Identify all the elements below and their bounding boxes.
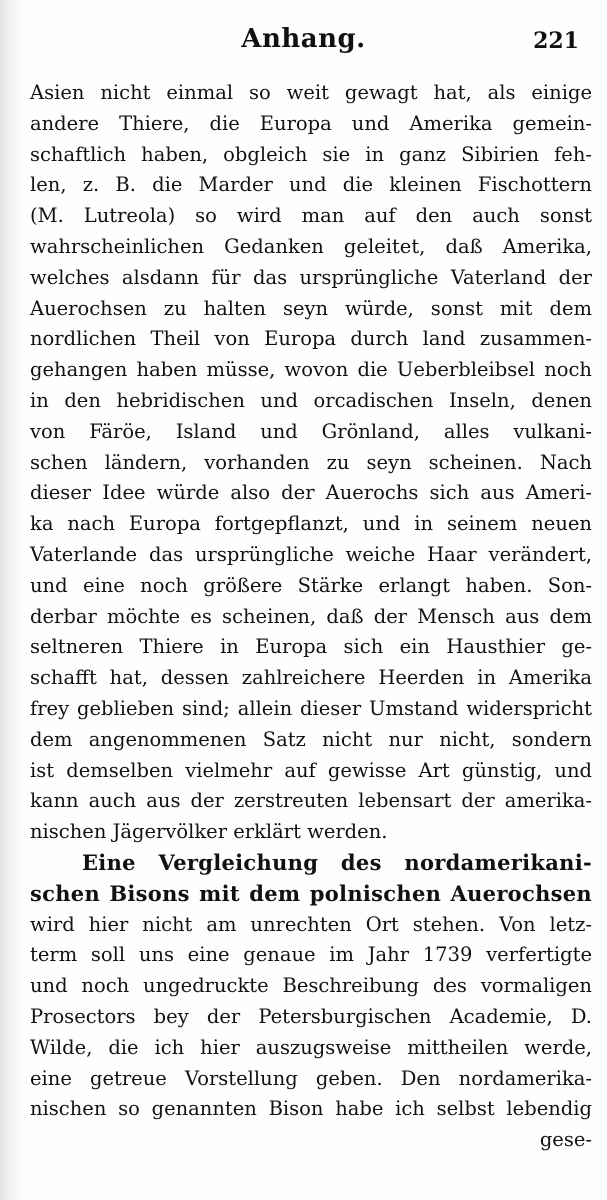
text-line-20: schafft hat, dessen zahlreichere Heerden in Amerika xyxy=(30,666,592,690)
text-line-21: frey geblieben sind; allein dieser Umstand widerspricht xyxy=(30,696,592,720)
body-text xyxy=(30,78,592,1156)
catchword: gese- xyxy=(539,1128,592,1152)
text-line-23: ist demselben vielmehr auf gewisse Art günstig, und xyxy=(30,758,592,782)
text-line-31: Prosectors bey der Petersburgischen Academie, D. xyxy=(30,1004,592,1028)
text-line-11: in den hebridischen und orcadischen Inseln, denen xyxy=(30,388,592,412)
text-line-17: und eine noch größere Stärke erlangt haben. Son- xyxy=(30,573,592,597)
page-header xyxy=(0,24,607,60)
text-line-8: Auerochsen zu halten seyn würde, sonst mit dem xyxy=(30,296,592,320)
text-line-6: wahrscheinlichen Gedanken geleitet, daß Amerika, xyxy=(30,234,592,258)
text-line-30: und noch ungedruckte Beschreibung des vormaligen xyxy=(30,974,592,998)
text-line-2: andere Thiere, die Europa und Amerika gemein- xyxy=(30,111,592,135)
text-line-15: ka nach Europa fortgepflanzt, und in seinem neuen xyxy=(30,512,592,536)
text-line-27: schen Bisons mit dem polnischen Auerochsen xyxy=(30,880,592,906)
text-line-25: nischen Jägervölker erklärt werden. xyxy=(30,820,388,844)
text-line-9: nordlichen Theil von Europa durch land zusammen- xyxy=(30,327,592,351)
text-line-19: seltneren Thiere in Europa sich ein Hausthier ge- xyxy=(30,635,592,659)
running-title: Anhang. xyxy=(241,24,366,54)
text-line-24: kann auch aus der zerstreuten lebensart der amerika- xyxy=(30,789,592,813)
text-line-4: len, z. B. die Marder und die kleinen Fischottern xyxy=(30,173,592,197)
text-line-16: Vaterlande das ursprüngliche weiche Haar verändert, xyxy=(30,542,592,566)
text-line-7: welches alsdann für das ursprüngliche Vaterland der xyxy=(30,265,592,289)
text-line-22: dem angenommenen Satz nicht nur nicht, sondern xyxy=(30,727,592,751)
text-line-10: gehangen haben müsse, wovon die Ueberbleibsel noch xyxy=(30,358,592,382)
text-line-1: Asien nicht einmal so weit gewagt hat, als einige xyxy=(30,81,592,104)
page-number: 221 xyxy=(533,28,579,54)
text-line-33: eine getreue Vorstellung geben. Den nordamerika- xyxy=(30,1066,592,1090)
text-line-13: schen ländern, vorhanden zu seyn scheinen. Nach xyxy=(30,450,592,474)
text-line-26: Eine Vergleichung des nordamerikani- xyxy=(82,849,592,875)
text-line-29: term soll uns eine genaue im Jahr 1739 verfertigte xyxy=(30,943,592,967)
text-line-5: (M. Lutreola) so wird man auf den auch sonst xyxy=(30,204,592,228)
text-line-3: schaftlich haben, obgleich sie in ganz Sibirien feh- xyxy=(30,142,592,166)
text-line-12: von Färöe, Island und Grönland, alles vulkani- xyxy=(30,419,592,443)
page-gutter-shadow xyxy=(0,0,22,1200)
text-line-28: wird hier nicht am unrechten Ort stehen. Von letz- xyxy=(30,912,592,936)
text-line-32: Wilde, die ich hier auszugsweise mittheilen werde, xyxy=(30,1035,592,1059)
text-line-18: derbar möchte es scheinen, daß der Mensch aus dem xyxy=(30,604,592,628)
text-line-14: dieser Idee würde also der Auerochs sich aus Ameri- xyxy=(30,481,592,505)
text-line-34: nischen so genannten Bison habe ich selbst lebendig xyxy=(30,1097,592,1121)
